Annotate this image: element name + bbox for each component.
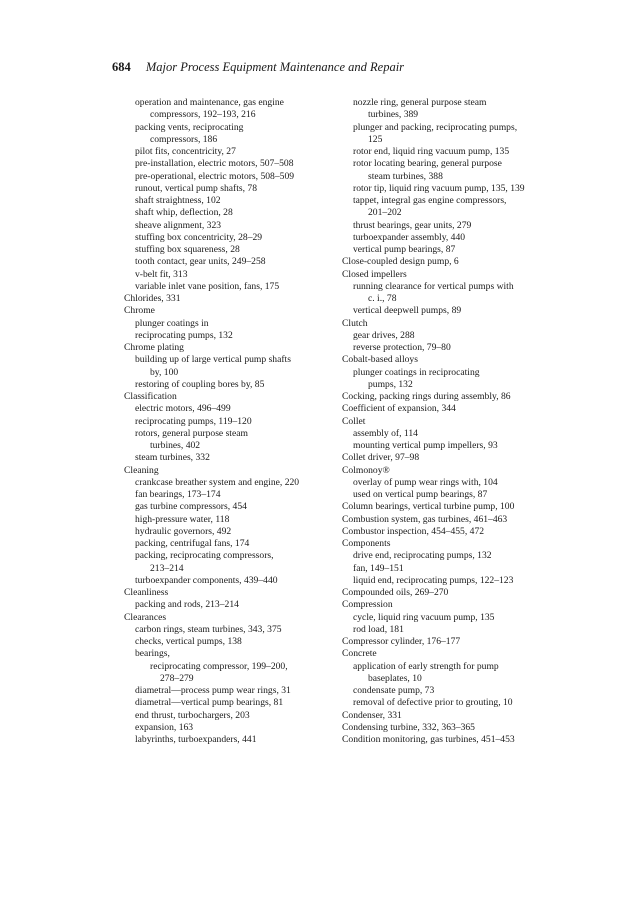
index-heading: Chlorides, 331 xyxy=(124,293,181,304)
index-heading: Cleanliness xyxy=(124,587,169,598)
index-subentry: reciprocating pumps, 119–120 xyxy=(135,415,252,427)
index-subentry: condensate pump, 73 xyxy=(353,685,435,696)
index-subentry: stuffing box squareness, 28 xyxy=(135,244,240,255)
index-column-left xyxy=(124,97,324,746)
index-continuation: by, 100 xyxy=(150,366,179,378)
index-column-right xyxy=(342,97,554,746)
index-subentry: packing, centrifugal fans, 174 xyxy=(135,538,250,549)
index-subentry: overlay of pump wear rings with, 104 xyxy=(353,476,498,488)
index-continuation: 125 xyxy=(368,133,383,145)
index-subentry: vertical pump bearings, 87 xyxy=(353,244,456,255)
index-subentry: gas turbine compressors, 454 xyxy=(135,501,247,513)
index-subentry: vertical deepwell pumps, 89 xyxy=(353,305,462,317)
index-subentry: nozzle ring, general purpose steam xyxy=(353,97,487,108)
page-number: 684 xyxy=(112,60,131,74)
index-heading: Compression xyxy=(342,599,393,611)
index-subentry: reverse protection, 79–80 xyxy=(353,342,451,353)
index-subentry: v-belt fit, 313 xyxy=(135,268,188,280)
index-heading: Chrome xyxy=(124,305,155,317)
index-subentry: pre-installation, electric motors, 507–508 xyxy=(135,158,294,170)
index-heading: Colmonoy® xyxy=(342,464,390,476)
index-subentry: end thrust, turbochargers, 203 xyxy=(135,709,250,721)
index-subentry: turboexpander assembly, 440 xyxy=(353,231,466,243)
index-heading: Collet xyxy=(342,415,366,427)
index-subentry: fan, 149–151 xyxy=(353,562,404,574)
index-subentry: restoring of coupling bores by, 85 xyxy=(135,378,265,390)
index-subentry: pilot fits, concentricity, 27 xyxy=(135,146,236,157)
index-heading: Collet driver, 97–98 xyxy=(342,452,420,464)
index-subentry: rotor locating bearing, general purpose xyxy=(353,158,502,170)
index-subentry: operation and maintenance, gas engine xyxy=(135,97,284,108)
index-subentry: crankcase breather system and engine, 220 xyxy=(135,476,300,488)
index-continuation: pumps, 132 xyxy=(368,378,413,390)
index-subentry: expansion, 163 xyxy=(135,721,194,733)
index-heading: Closed impellers xyxy=(342,268,407,280)
index-subentry: rotor end, liquid ring vacuum pump, 135 xyxy=(353,146,510,157)
index-subentry: turboexpander components, 439–440 xyxy=(135,574,278,586)
index-subentry: plunger coatings in xyxy=(135,317,209,329)
index-continuation: compressors, 192–193, 216 xyxy=(150,109,256,121)
page-header xyxy=(112,60,404,75)
index-subentry: liquid end, reciprocating pumps, 122–123 xyxy=(353,574,514,586)
index-continuation: turbines, 402 xyxy=(150,440,201,451)
index-heading: Close-coupled design pump, 6 xyxy=(342,256,459,268)
index-subentry: drive end, reciprocating pumps, 132 xyxy=(353,550,492,562)
index-heading: Compounded oils, 269–270 xyxy=(342,587,449,598)
index-continuation: 278–279 xyxy=(160,672,194,684)
index-heading: Combustor inspection, 454–455, 472 xyxy=(342,525,485,537)
index-heading: Clearances xyxy=(124,611,167,623)
index-continuation: reciprocating compressor, 199–200, xyxy=(150,660,288,672)
index-subentry: tappet, integral gas engine compressors, xyxy=(353,195,507,206)
index-heading: Classification xyxy=(124,391,177,402)
index-subentry: steam turbines, 332 xyxy=(135,452,210,464)
index-subentry: thrust bearings, gear units, 279 xyxy=(353,219,472,231)
index-subentry: running clearance for vertical pumps with xyxy=(353,280,514,292)
index-subentry: rotor tip, liquid ring vacuum pump, 135, 139 xyxy=(353,182,525,194)
index-heading: Condition monitoring, gas turbines, 451–453 xyxy=(342,734,515,745)
index-heading: Cocking, packing rings during assembly, 86 xyxy=(342,391,511,402)
index-subentry: removal of defective prior to grouting, 10 xyxy=(353,697,513,709)
index-subentry: plunger coatings in reciprocating xyxy=(353,366,480,378)
index-heading: Compressor cylinder, 176–177 xyxy=(342,636,461,647)
index-subentry: packing vents, reciprocating xyxy=(135,121,244,133)
index-continuation: compressors, 186 xyxy=(150,133,218,145)
index-heading: Chrome plating xyxy=(124,342,184,353)
index-continuation: 213–214 xyxy=(150,562,184,574)
index-subentry: application of early strength for pump xyxy=(353,660,499,672)
index-subentry: variable inlet vane position, fans, 175 xyxy=(135,280,280,292)
index-subentry: shaft straightness, 102 xyxy=(135,195,221,206)
index-continuation: 201–202 xyxy=(368,207,402,219)
index-subentry: sheave alignment, 323 xyxy=(135,219,222,231)
index-subentry: rotors, general purpose steam xyxy=(135,427,248,439)
index-continuation: turbines, 389 xyxy=(368,109,419,121)
index-continuation: baseplates, 10 xyxy=(368,672,422,684)
index-subentry: diametral—process pump wear rings, 31 xyxy=(135,685,291,696)
index-heading: Coefficient of expansion, 344 xyxy=(342,403,456,415)
index-subentry: packing, reciprocating compressors, xyxy=(135,550,274,562)
index-subentry: mounting vertical pump impellers, 93 xyxy=(353,440,498,451)
index-subentry: carbon rings, steam turbines, 343, 375 xyxy=(135,623,282,635)
index-heading: Cobalt-based alloys xyxy=(342,354,418,366)
index-subentry: shaft whip, deflection, 28 xyxy=(135,207,233,219)
index-subentry: packing and rods, 213–214 xyxy=(135,599,239,611)
index-subentry: plunger and packing, reciprocating pumps, xyxy=(353,121,518,133)
index-subentry: runout, vertical pump shafts, 78 xyxy=(135,182,258,194)
index-subentry: hydraulic governors, 492 xyxy=(135,525,232,537)
index-subentry: assembly of, 114 xyxy=(353,427,418,439)
index-heading: Clutch xyxy=(342,317,368,329)
running-title: Major Process Equipment Maintenance and Repair xyxy=(145,60,405,74)
index-heading: Concrete xyxy=(342,648,377,660)
index-heading: Column bearings, vertical turbine pump, 100 xyxy=(342,501,515,513)
index-subentry: rod load, 181 xyxy=(353,623,404,635)
index-heading: Condensing turbine, 332, 363–365 xyxy=(342,721,475,733)
index-subentry: cycle, liquid ring vacuum pump, 135 xyxy=(353,611,495,623)
index-subentry: tooth contact, gear units, 249–258 xyxy=(135,256,266,268)
index-subentry: bearings, xyxy=(135,648,170,660)
index-continuation: steam turbines, 388 xyxy=(368,170,443,182)
index-subentry: diametral—vertical pump bearings, 81 xyxy=(135,697,284,709)
index-subentry: used on vertical pump bearings, 87 xyxy=(353,489,488,500)
index-heading: Condenser, 331 xyxy=(342,709,402,721)
index-subentry: reciprocating pumps, 132 xyxy=(135,329,233,341)
index-subentry: labyrinths, turboexpanders, 441 xyxy=(135,734,257,745)
index-heading: Cleaning xyxy=(124,464,159,476)
index-continuation: c. i., 78 xyxy=(368,293,397,304)
index-subentry: stuffing box concentricity, 28–29 xyxy=(135,231,263,243)
index-subentry: high-pressure water, 118 xyxy=(135,513,230,525)
index-subentry: gear drives, 288 xyxy=(353,329,415,341)
index-subentry: pre-operational, electric motors, 508–509 xyxy=(135,170,295,182)
index-subentry: fan bearings, 173–174 xyxy=(135,489,221,500)
index-heading: Components xyxy=(342,538,391,549)
index-subentry: electric motors, 496–499 xyxy=(135,403,231,415)
index-subentry: building up of large vertical pump shafts xyxy=(135,354,291,366)
index-subentry: checks, vertical pumps, 138 xyxy=(135,636,242,647)
index-heading: Combustion system, gas turbines, 461–463 xyxy=(342,513,508,525)
